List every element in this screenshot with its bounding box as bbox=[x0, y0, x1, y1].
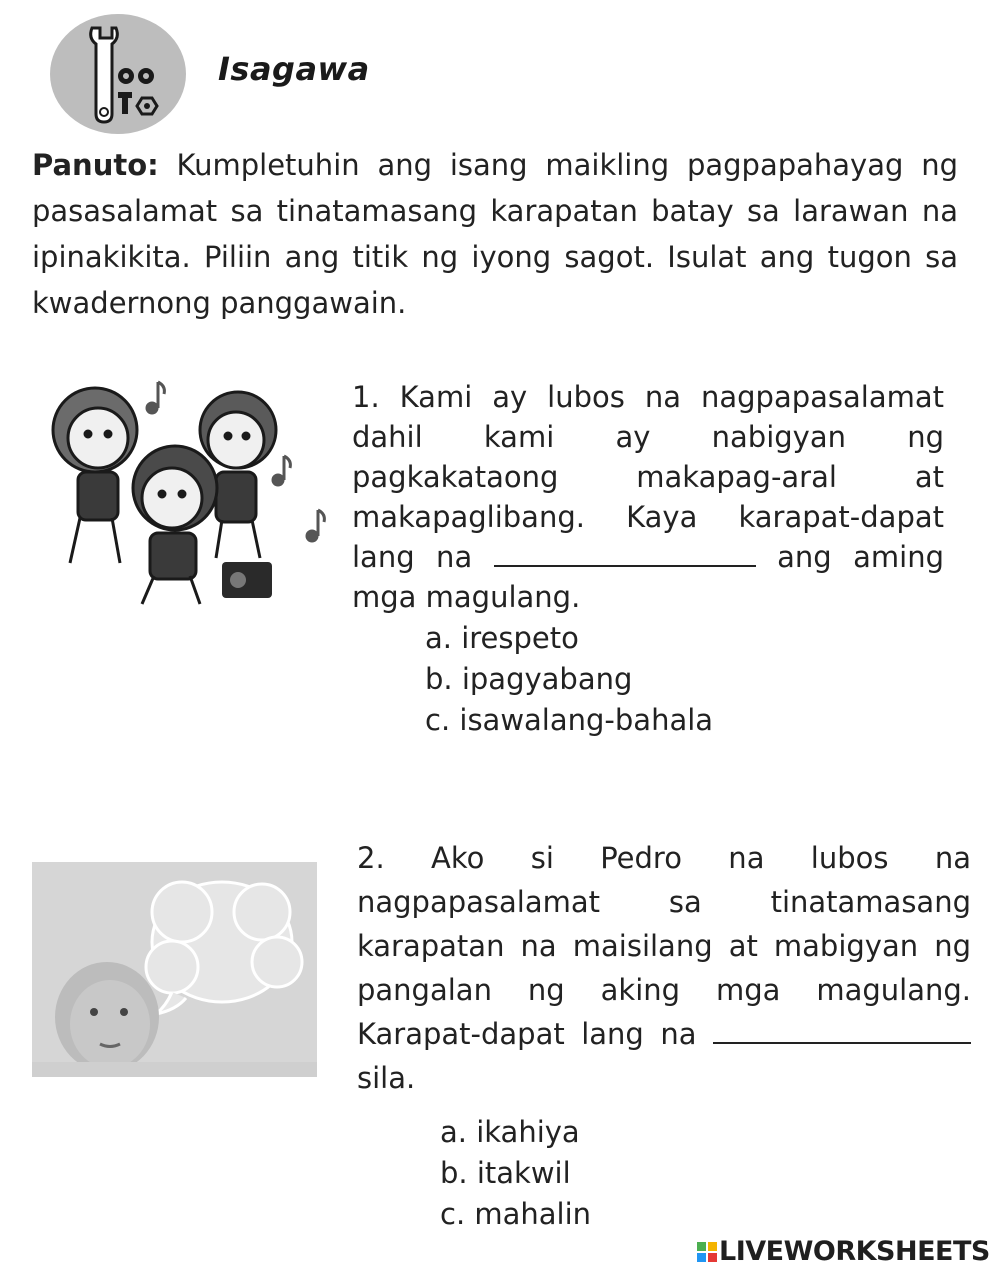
question-text: Kami ay lubos na nagpapasalamat dahil kami ay nabigyan ng pagkakataong makapag-aral at makapaglibang. Kaya karapat-dapat lang na bbox=[352, 380, 945, 574]
section-title: Isagawa bbox=[218, 50, 370, 88]
option-c[interactable]: c. mahalin bbox=[440, 1197, 592, 1231]
option-a[interactable]: a. ikahiya bbox=[440, 1115, 580, 1149]
question-1 bbox=[352, 377, 944, 617]
brand-text: LIVEWORKSHEETS bbox=[719, 1236, 990, 1267]
tools-icon bbox=[50, 14, 186, 134]
option-b[interactable]: b. itakwil bbox=[440, 1156, 571, 1190]
answer-blank[interactable] bbox=[494, 565, 756, 567]
answer-blank[interactable] bbox=[713, 1042, 971, 1044]
liveworksheets-logo bbox=[697, 1236, 990, 1267]
question-number: 2. bbox=[357, 841, 385, 875]
instructions-label: Panuto: bbox=[32, 148, 159, 182]
question-1-options bbox=[425, 618, 713, 741]
instructions bbox=[32, 142, 958, 326]
option-a[interactable]: a. irespeto bbox=[425, 621, 579, 655]
question-text-end: ang aming mga magulang. bbox=[352, 540, 944, 614]
question-text-end: sila. bbox=[357, 1061, 416, 1095]
question-2 bbox=[357, 836, 971, 1100]
instructions-text: Kumpletuhin ang isang maikling pagpapahayag ng pasasalamat sa tinatamasang karapatan batay sa larawan na ipinakikita. Piliin ang titik ng iyong sagot. Isulat ang tugon sa kwadernong panggawain. bbox=[32, 148, 958, 320]
question-text: Ako si Pedro na lubos na nagpapasalamat sa tinatamasang karapatan na maisilang at mabigyan ng pangalan ng aking mga magulang. Karapat-dapat lang na bbox=[357, 841, 971, 1051]
children-dancing-illustration bbox=[30, 368, 350, 613]
question-number: 1. bbox=[352, 380, 380, 414]
baby-thought-bubble-photo bbox=[32, 862, 317, 1077]
option-b[interactable]: b. ipagyabang bbox=[425, 662, 633, 696]
option-c[interactable]: c. isawalang-bahala bbox=[425, 703, 714, 737]
question-2-options bbox=[440, 1112, 591, 1235]
liveworksheets-icon bbox=[697, 1242, 717, 1262]
